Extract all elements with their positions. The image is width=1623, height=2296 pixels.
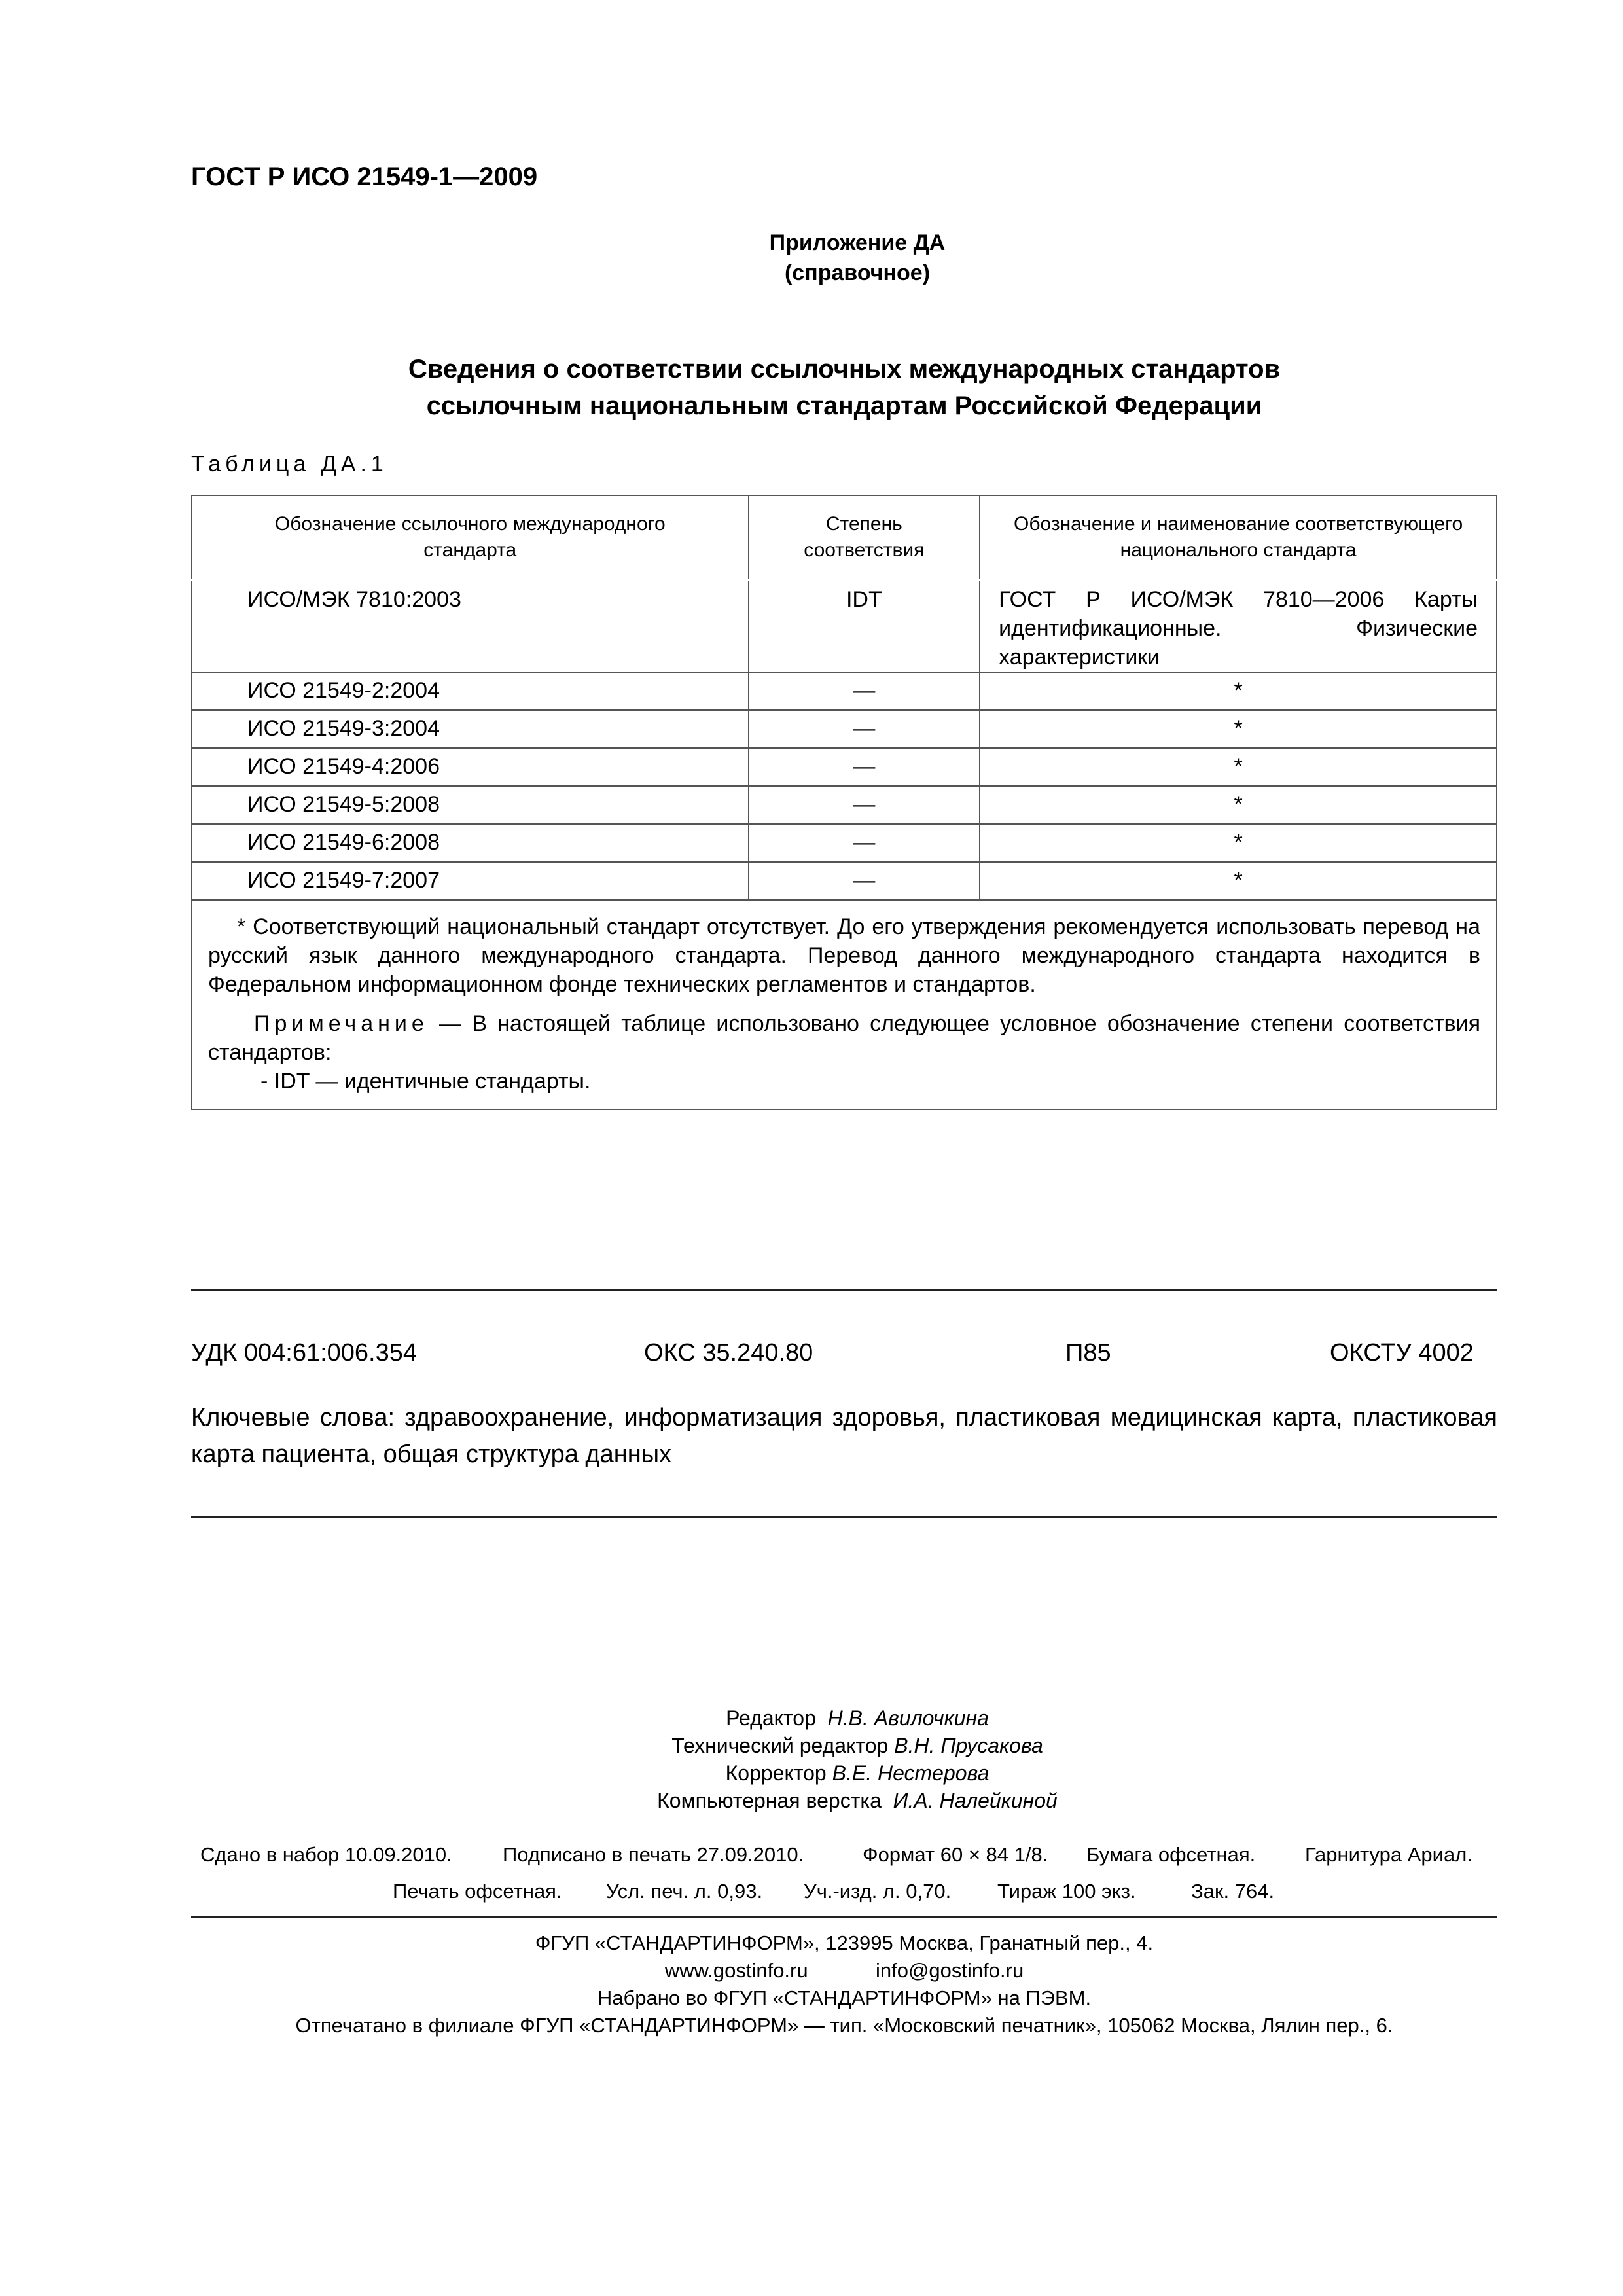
- udk-code: УДК 004:61:006.354: [191, 1339, 418, 1367]
- print-info-item: Усл. печ. л. 0,93.: [606, 1880, 763, 1903]
- print-info-item: Сдано в набор 10.09.2010.: [200, 1843, 452, 1866]
- header-national-standard: Обозначение и наименование соответствующего национального стандарта: [980, 495, 1497, 580]
- cell-national: *: [980, 748, 1497, 786]
- divider-bottom: [191, 1916, 1497, 1918]
- header-international-standard: Обозначение ссылочного международного стандарта: [192, 495, 749, 580]
- okstu-code: ОКСТУ 4002: [1330, 1339, 1474, 1367]
- print-info-item: Бумага офсетная.: [1086, 1843, 1256, 1866]
- publisher-website: www.gostinfo.ru: [664, 1959, 808, 1982]
- credit-editor: [615, 1704, 1099, 1732]
- table-header-row: [192, 495, 1497, 580]
- print-info-item: Гарнитура Ариал.: [1305, 1843, 1472, 1866]
- publisher-contacts: [191, 1957, 1497, 1984]
- cell-degree: —: [749, 710, 980, 748]
- cell-national: *: [980, 824, 1497, 862]
- cell-code: ИСО 21549-5:2008: [192, 786, 749, 824]
- standards-table: [191, 495, 1497, 1110]
- section-title-line-1: Сведения о соответствии ссылочных международных стандартов: [408, 355, 1281, 384]
- table-row: [192, 748, 1497, 786]
- cell-degree: —: [749, 786, 980, 824]
- cell-degree: —: [749, 862, 980, 900]
- credit-name: В.Н. Прусакова: [894, 1734, 1043, 1757]
- cell-code: ИСО 21549-4:2006: [192, 748, 749, 786]
- credit-name: И.А. Налейкиной: [893, 1789, 1058, 1812]
- credit-name: Н.В. Авилочкина: [827, 1706, 989, 1730]
- table-note: [208, 1009, 1480, 1067]
- credits-block: [615, 1704, 1099, 1814]
- cell-degree: —: [749, 748, 980, 786]
- note-label: Примечание: [254, 1011, 429, 1036]
- credit-tech-editor: [615, 1732, 1099, 1759]
- credit-role: Редактор: [726, 1706, 816, 1730]
- table-label: Таблица ДА.1: [191, 452, 388, 476]
- print-info-item: Уч.-изд. л. 0,70.: [804, 1880, 952, 1903]
- keywords: Ключевые слова: здравоохранение, информатизация здоровья, пластиковая медицинская карта, пластиковая карта пациента, общая структура данных: [191, 1404, 1497, 1468]
- table-row: [192, 786, 1497, 824]
- cell-degree: IDT: [749, 580, 980, 672]
- table-row: [192, 710, 1497, 748]
- publisher-printed: Отпечатано в филиале ФГУП «СТАНДАРТИНФОРМ» — тип. «Московский печатник», 105062 Москва, Лялин пер., 6.: [295, 2014, 1393, 2037]
- credit-proofreader: [615, 1759, 1099, 1787]
- cell-code: ИСО 21549-2:2004: [192, 672, 749, 710]
- cell-national: *: [980, 710, 1497, 748]
- cell-national: *: [980, 672, 1497, 710]
- annex-title: Приложение ДА: [769, 230, 946, 255]
- cell-code: ИСО 21549-3:2004: [192, 710, 749, 748]
- cell-code: ИСО 21549-6:2008: [192, 824, 749, 862]
- cell-code: ИСО/МЭК 7810:2003: [192, 580, 749, 672]
- print-info-item: Печать офсетная.: [393, 1880, 562, 1903]
- document-code: ГОСТ Р ИСО 21549-1—2009: [191, 162, 538, 191]
- annex-subtitle: (справочное): [784, 260, 931, 285]
- table-row: [192, 824, 1497, 862]
- p-code: П85: [1065, 1339, 1111, 1367]
- table-row: [192, 580, 1497, 672]
- table-row: [192, 862, 1497, 900]
- cell-code: ИСО 21549-7:2007: [192, 862, 749, 900]
- publisher-typeset: Набрано во ФГУП «СТАНДАРТИНФОРМ» на ПЭВМ.: [597, 1986, 1092, 2009]
- cell-national: ГОСТ Р ИСО/МЭК 7810—2006 Карты идентификационные. Физические характеристики: [980, 580, 1497, 672]
- cell-degree: —: [749, 672, 980, 710]
- print-info-item: Формат 60 × 84 1/8.: [863, 1843, 1048, 1866]
- print-info-item: Подписано в печать 27.09.2010.: [503, 1843, 804, 1866]
- publisher-address: ФГУП «СТАНДАРТИНФОРМ», 123995 Москва, Гранатный пер., 4.: [535, 1931, 1154, 1954]
- table-footnote-row: [192, 900, 1497, 1109]
- note-text: — В настоящей таблице использовано следующее условное обозначение степени соответствия стандартов:: [208, 1011, 1480, 1065]
- cell-degree: —: [749, 824, 980, 862]
- cell-national: *: [980, 786, 1497, 824]
- header-degree: Степень соответствия: [749, 495, 980, 580]
- credit-role: Компьютерная верстка: [657, 1789, 882, 1812]
- section-title-line-2: ссылочным национальным стандартам Российской Федерации: [426, 391, 1262, 420]
- credit-layout: [615, 1787, 1099, 1814]
- print-info-item: Тираж 100 экз.: [997, 1880, 1136, 1903]
- print-info-item: Зак. 764.: [1191, 1880, 1275, 1903]
- divider-middle: [191, 1516, 1497, 1518]
- table-footnote: * Соответствующий национальный стандарт отсутствует. До его утверждения рекомендуется использовать перевод на русский язык данного международного стандарта. Перевод данного международного стандарта находится в Федеральном информационном фонде технических регламентов и стандартов.: [208, 914, 1480, 997]
- cell-national: *: [980, 862, 1497, 900]
- divider-top: [191, 1289, 1497, 1291]
- table-row: [192, 672, 1497, 710]
- oks-code: ОКС 35.240.80: [644, 1339, 813, 1367]
- credit-role: Корректор: [725, 1761, 827, 1785]
- note-item: - IDT — идентичные стандарты.: [260, 1069, 591, 1094]
- publisher-email: info@gostinfo.ru: [875, 1959, 1024, 1982]
- section-title: [191, 351, 1497, 424]
- credit-role: Технический редактор: [671, 1734, 889, 1757]
- credit-name: В.Е. Нестерова: [832, 1761, 990, 1785]
- table-footnote-cell: [192, 900, 1497, 1109]
- publisher-block: [191, 1929, 1497, 2039]
